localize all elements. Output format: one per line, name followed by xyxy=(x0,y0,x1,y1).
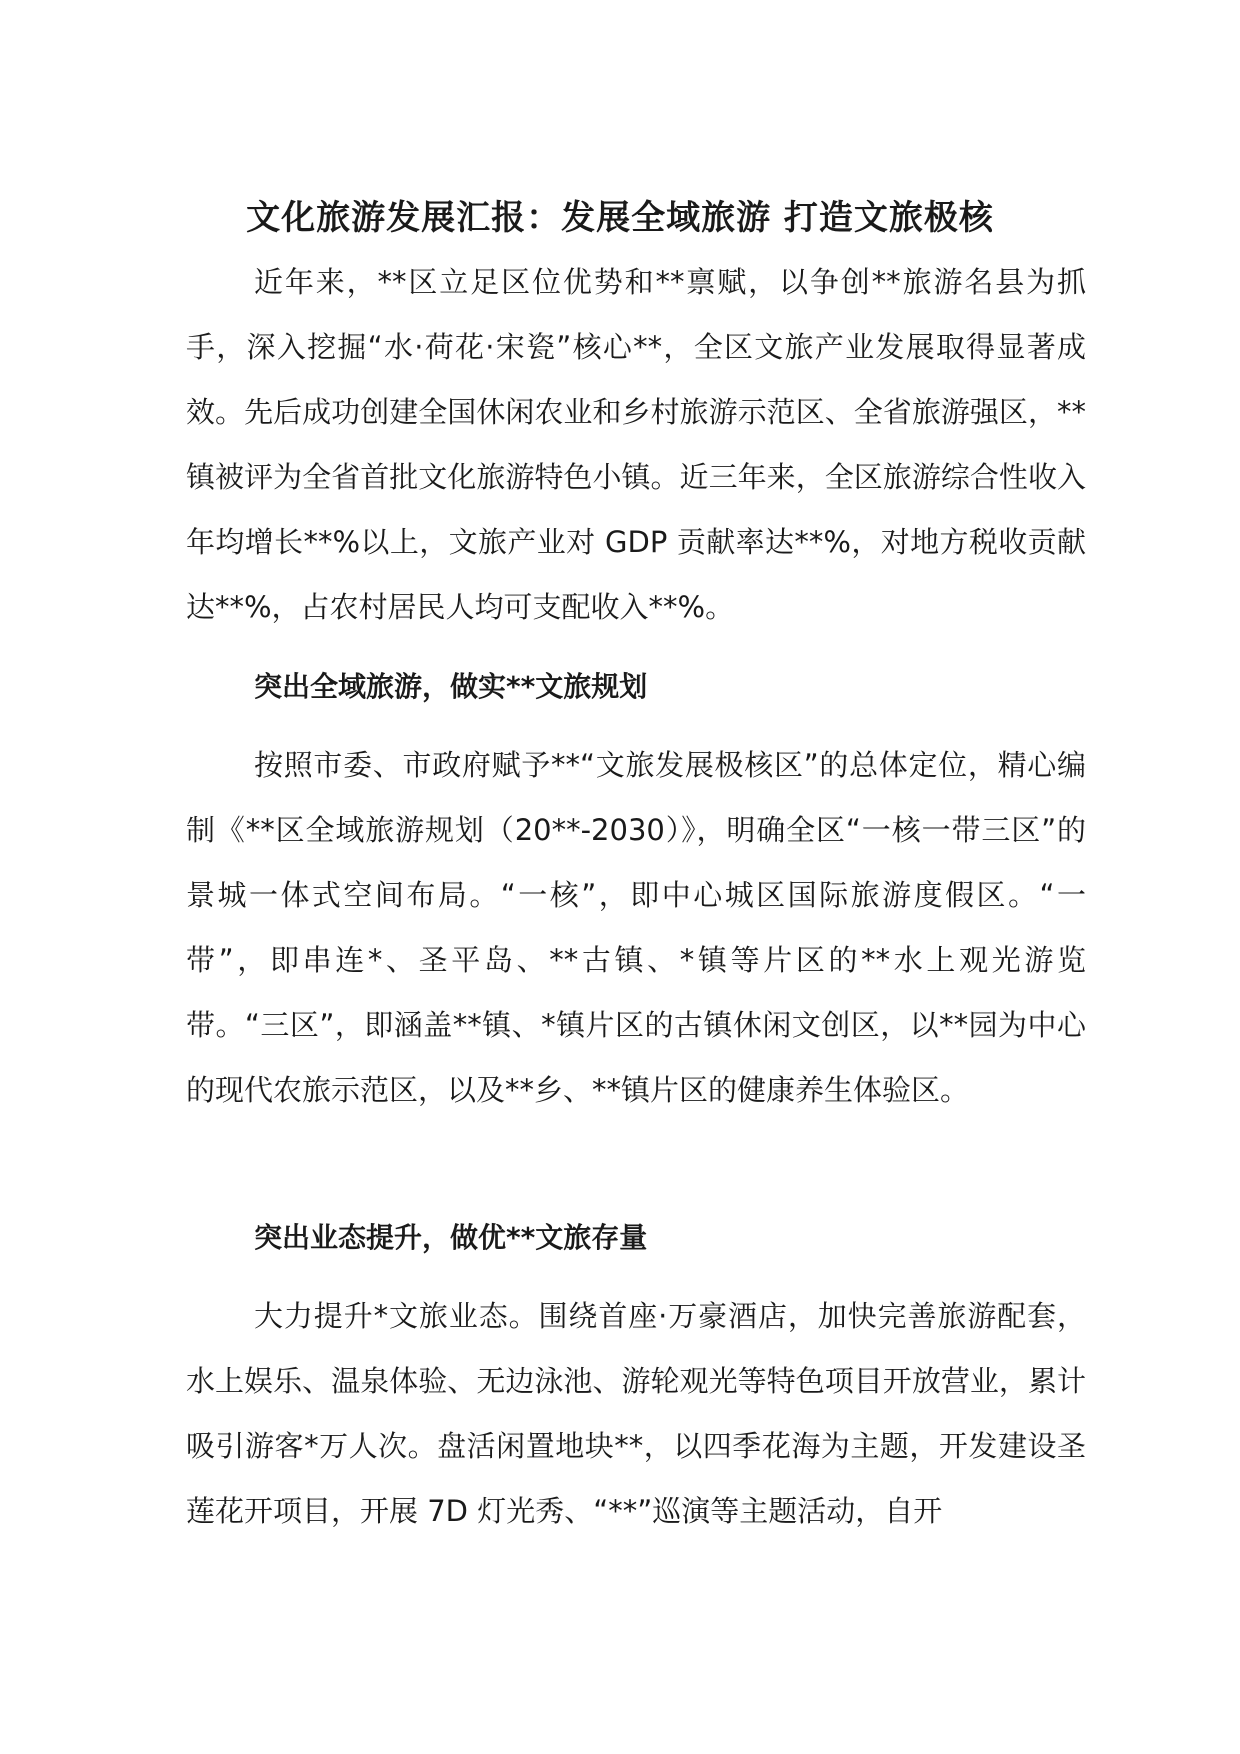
body-paragraph-business: 大力提升*文旅业态。围绕首座·万豪酒店，加快完善旅游配套，水上娱乐、温泉体验、无边泳池、游轮观光等特色项目开放营业，累计吸引游客*万人次。盘活闲置地块**，以四季花海为主题，开发建设圣莲花开项目，开展 7D 灯光秀、“**”巡演等主题活动，自开 xyxy=(186,1299,1086,1528)
section-heading-business: 突出业态提升，做优**文旅存量 xyxy=(254,1221,648,1254)
document-title: 文化旅游发展汇报：发展全域旅游 打造文旅极核 xyxy=(246,197,994,238)
body-paragraph-intro: 近年来，**区立足区位优势和**禀赋，以争创**旅游名县为抓手，深入挖掘“水·荷花·宋瓷”核心**，全区文旅产业发展取得显著成效。先后成功创建全国休闲农业和乡村旅游示范区、全省旅游强区，**镇被评为全省首批文化旅游特色小镇。近三年来，全区旅游综合性收入年均增长**%以上，文旅产业对 GDP 贡献率达**%，对地方税收贡献达**%，占农村居民人均可支配收入**%。 xyxy=(186,265,1086,624)
body-paragraph-planning: 按照市委、市政府赋予**“文旅发展极核区”的总体定位，精心编制《**区全域旅游规划（20**-2030）》，明确全区“一核一带三区”的景城一体式空间布局。“一核”，即中心城区国际旅游度假区。“一带”，即串连*、圣平岛、**古镇、*镇等片区的**水上观光游览带。“三区”，即涵盖**镇、*镇片区的古镇休闲文创区，以**园为中心的现代农旅示范区，以及**乡、**镇片区的健康养生体验区。 xyxy=(186,748,1086,1107)
section-heading-planning: 突出全域旅游，做实**文旅规划 xyxy=(254,670,648,703)
